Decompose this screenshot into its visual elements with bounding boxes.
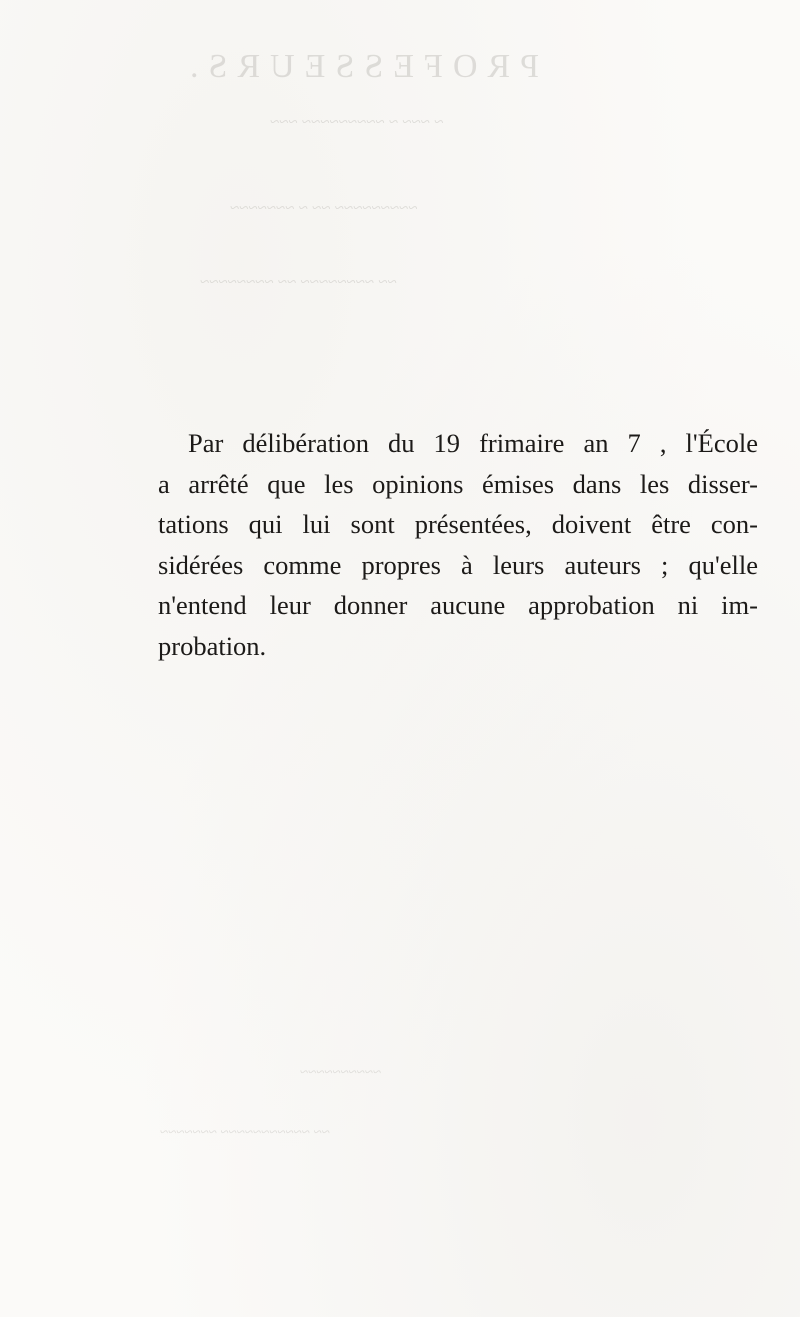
paragraph-line: Par délibération du 19 frimaire an 7 , l'École — [188, 428, 758, 458]
show-through-line: ~ ~~~ ~ ~~~~~~~~~ ~~~ — [270, 112, 444, 131]
paragraph-line: probation. — [158, 630, 267, 661]
show-through-line: ~~ ~~~~~~~~ ~~ ~~~~~~~~ — [200, 272, 397, 291]
paragraph-line: sidérées comme propres à leurs auteurs ; qu'elle — [158, 549, 758, 580]
show-through-line: ~~ ~~~~~~~~~~~ ~~~~~~~ — [160, 1125, 330, 1141]
paragraph-line: n'entend leur donner aucune approbation ni im- — [158, 590, 758, 620]
disclaimer-paragraph — [158, 423, 758, 666]
show-through-heading: PROFESSEURS. — [180, 48, 540, 85]
show-through-line: ~~~~~~~~~~ — [300, 1065, 382, 1081]
paragraph-line: tations qui lui sont présentées, doivent être con- — [158, 509, 758, 539]
paragraph-line: a arrêté que les opinions émises dans les disser- — [158, 468, 758, 499]
show-through-line: ~~~~~~~~~ ~~ ~ ~~~~~~~ — [230, 198, 418, 217]
